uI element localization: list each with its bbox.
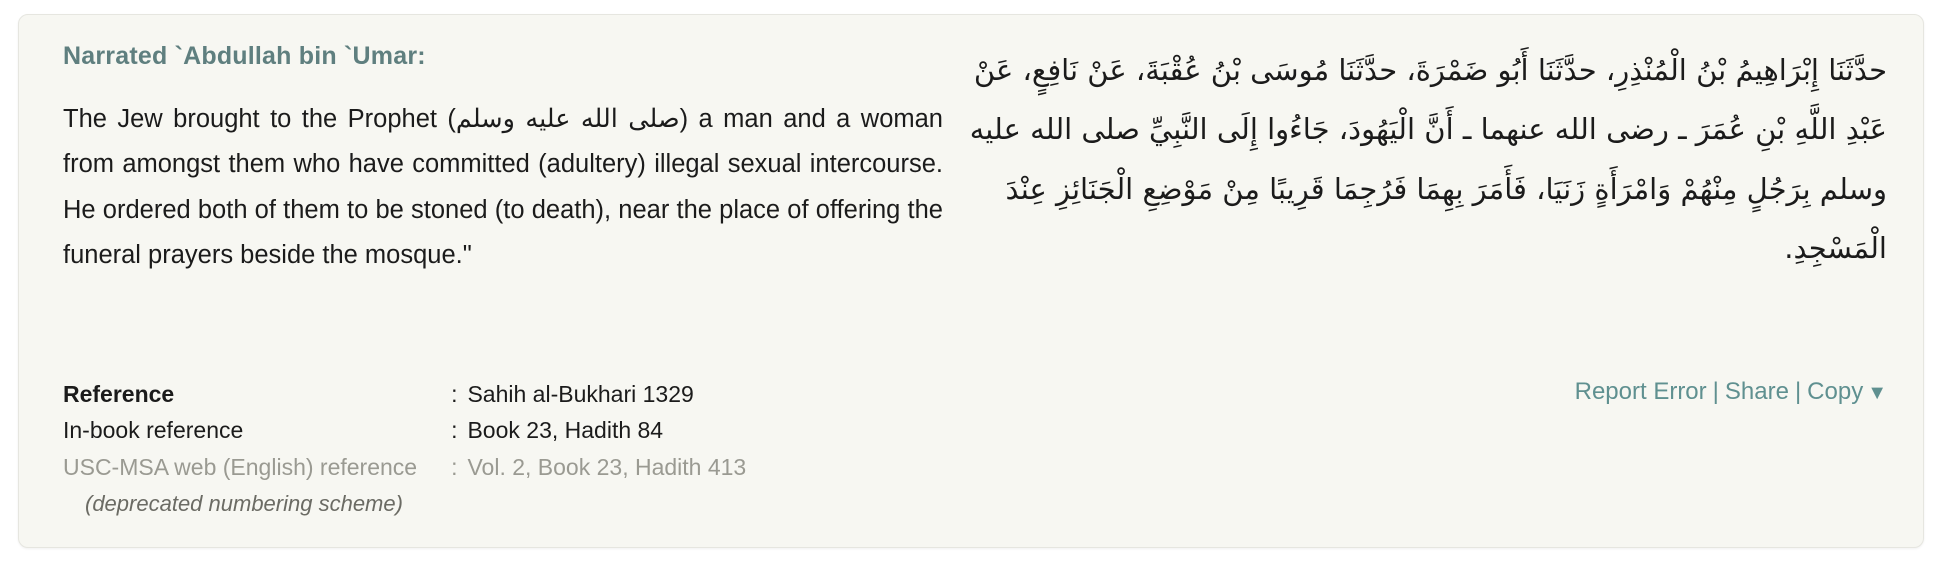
english-hadith-text: The Jew brought to the Prophet (صلى الله عليه وسلم) a man and a woman from amongst them who have committed (adultery) illegal sexual intercourse. He ordered both of them to be stoned (to death), near the place of offering the funeral prayers beside the mosque." bbox=[63, 105, 943, 270]
table-row bbox=[63, 412, 746, 449]
copy-link[interactable]: Copy bbox=[1807, 377, 1864, 405]
arabic-hadith-text: حدَّثَنَا إِبْرَاهِيمُ بْنُ الْمُنْذِرِ، حدَّثَنَا أَبُو ضَمْرَةَ، حدَّثَنَا مُوسَى بْنُ عُقْبَةَ، عَنْ نَافِعٍ، عَنْ عَبْدِ اللَّهِ بْنِ عُمَرَ ـ رضى الله عنهما ـ أَنَّ الْيَهُودَ، جَاءُوا إِلَى النَّبِيِّ صلى الله عليه وسلم بِرَجُلٍ مِنْهُمْ وَامْرَأَةٍ زَنَيَا، فَأَمَرَ بِهِمَا فَرُجِمَا قَرِيبًا مِنْ مَوْضِعِ الْجَنَائِزِ عِنْدَ الْمَسْجِدِ. bbox=[969, 53, 1887, 266]
share-link[interactable]: Share bbox=[1724, 377, 1789, 405]
reference-label: Reference bbox=[63, 380, 175, 407]
hadith-footer bbox=[63, 376, 1887, 521]
arabic-column bbox=[967, 41, 1887, 279]
report-error-link[interactable]: Report Error bbox=[1574, 377, 1707, 405]
usc-msa-reference-label: USC-MSA web (English) reference bbox=[63, 454, 418, 481]
in-book-reference-colon: : bbox=[451, 417, 458, 444]
usc-msa-reference-value: Vol. 2, Book 23, Hadith 413 bbox=[467, 454, 747, 481]
in-book-reference-label: In-book reference bbox=[63, 417, 244, 444]
chevron-down-icon[interactable]: ▼ bbox=[1867, 381, 1887, 404]
narrator-label: Narrated `Abdullah bin `Umar: bbox=[63, 42, 426, 70]
usc-msa-reference-colon: : bbox=[451, 454, 458, 481]
in-book-reference-value: Book 23, Hadith 84 bbox=[467, 417, 664, 444]
deprecated-note: (deprecated numbering scheme) bbox=[85, 490, 403, 516]
table-row bbox=[63, 449, 746, 486]
english-column bbox=[63, 41, 943, 279]
hadith-body bbox=[63, 41, 1887, 279]
action-links bbox=[1575, 378, 1887, 406]
hadith-card bbox=[18, 14, 1924, 548]
action-separator: | bbox=[1794, 377, 1802, 405]
reference-table bbox=[63, 376, 746, 521]
table-row bbox=[63, 376, 746, 413]
reference-value: Sahih al-Bukhari 1329 bbox=[467, 380, 694, 407]
reference-colon: : bbox=[451, 380, 458, 407]
action-separator: | bbox=[1712, 377, 1719, 405]
table-row bbox=[63, 486, 746, 521]
